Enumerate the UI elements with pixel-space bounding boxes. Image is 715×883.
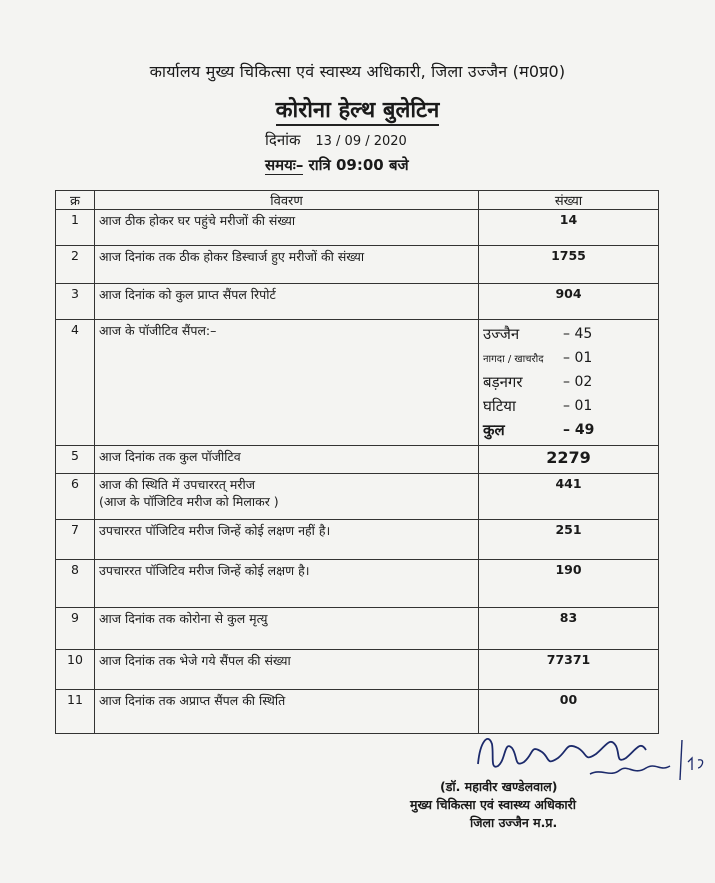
bulletin-title: [0, 94, 715, 124]
breakdown-item: [483, 394, 654, 418]
breakdown-name: उज्जैन: [483, 325, 520, 343]
row-value: 83: [479, 608, 659, 650]
row-value: 190: [479, 560, 659, 608]
row-number: 2: [56, 246, 95, 284]
breakdown-item: [483, 346, 654, 370]
row-description-line2: (आज के पॉजिटिव मरीज को मिलाकर ): [99, 494, 279, 509]
date-value: 13 / 09 / 2020: [315, 134, 407, 149]
table-row: [56, 650, 659, 690]
row-description: उपचाररत पॉजिटिव मरीज जिन्हें कोई लक्षण नहीं है।: [95, 520, 479, 560]
row-description: आज दिनांक तक भेजे गये सैंपल की संख्या: [95, 650, 479, 690]
breakdown-name: कुल: [483, 421, 505, 439]
row-description: आज दिनांक तक कोरोना से कुल मृत्यु: [95, 608, 479, 650]
breakdown-value: – 49: [563, 422, 595, 438]
bulletin-title-text: कोरोना हेल्थ बुलेटिन: [276, 98, 440, 126]
breakdown-item: [483, 418, 654, 442]
breakdown-value: – 45: [563, 326, 593, 342]
row-description: आज दिनांक को कुल प्राप्त सैंपल रिपोर्ट: [95, 284, 479, 320]
table-row: [56, 210, 659, 246]
row-description-line1: आज की स्थिति में उपचाररत् मरीज: [99, 477, 256, 492]
row-description: आज ठीक होकर घर पहुंचे मरीजों की संख्या: [95, 210, 479, 246]
table-row: [56, 246, 659, 284]
row-number: 6: [56, 474, 95, 520]
row-number: 9: [56, 608, 95, 650]
positive-breakdown: [479, 320, 659, 446]
row-value: 2279: [479, 446, 659, 474]
row-value: 00: [479, 690, 659, 734]
table-row: [56, 608, 659, 650]
row-value: 77371: [479, 650, 659, 690]
date-label: दिनांक: [265, 131, 301, 149]
officer-designation: मुख्य चिकित्सा एवं स्वास्थ्य अधिकारी: [410, 797, 576, 812]
row-description: उपचाररत पॉजिटिव मरीज जिन्हें कोई लक्षण है।: [95, 560, 479, 608]
row-number: 10: [56, 650, 95, 690]
row-value: 1755: [479, 246, 659, 284]
table-row: [56, 520, 659, 560]
table-row: [56, 284, 659, 320]
time-label: समयः–: [265, 156, 304, 174]
row-number: 5: [56, 446, 95, 474]
header-serial: क्र: [56, 191, 95, 210]
row-description: [95, 474, 479, 520]
row-description: आज के पॉजीटिव सैंपल:–: [95, 320, 479, 446]
time-line: [265, 155, 409, 175]
row-number: 1: [56, 210, 95, 246]
row-number: 4: [56, 320, 95, 446]
breakdown-value: – 01: [563, 398, 593, 414]
table-row: [56, 560, 659, 608]
row-value: 14: [479, 210, 659, 246]
row-description: आज दिनांक तक अप्राप्त सैंपल की स्थिति: [95, 690, 479, 734]
bulletin-table: [55, 190, 659, 734]
header-count: संख्या: [479, 191, 659, 210]
breakdown-item: [483, 322, 654, 346]
row-description: आज दिनांक तक कुल पॉजीटिव: [95, 446, 479, 474]
breakdown-name: बड़नगर: [483, 373, 523, 391]
breakdown-item: [483, 370, 654, 394]
row-value: 441: [479, 474, 659, 520]
row-number: 3: [56, 284, 95, 320]
breakdown-value: – 02: [563, 374, 593, 390]
time-value: रात्रि 09:00 बजे: [308, 156, 409, 174]
row-number: 8: [56, 560, 95, 608]
signature-scribble: [470, 722, 710, 784]
table-row: [56, 320, 659, 446]
header-description: विवरण: [95, 191, 479, 210]
breakdown-value: – 01: [563, 350, 593, 366]
row-value: 251: [479, 520, 659, 560]
row-description: आज दिनांक तक ठीक होकर डिस्चार्ज हुए मरीजों की संख्या: [95, 246, 479, 284]
table-row: [56, 446, 659, 474]
table-header-row: [56, 191, 659, 210]
row-value: 904: [479, 284, 659, 320]
officer-place: जिला उज्जैन म.प्र.: [470, 815, 558, 830]
breakdown-name: घटिया: [483, 397, 516, 415]
date-line: [265, 130, 407, 150]
row-number: 11: [56, 690, 95, 734]
officer-name: (डॉ. महावीर खण्डेलवाल): [440, 779, 558, 794]
table-row: [56, 474, 659, 520]
row-number: 7: [56, 520, 95, 560]
office-header: कार्यालय मुख्य चिकित्सा एवं स्वास्थ्य अधिकारी, जिला उज्जैन (म0प्र0): [149, 62, 566, 81]
breakdown-name: नागदा / खाचरौद: [483, 354, 544, 365]
